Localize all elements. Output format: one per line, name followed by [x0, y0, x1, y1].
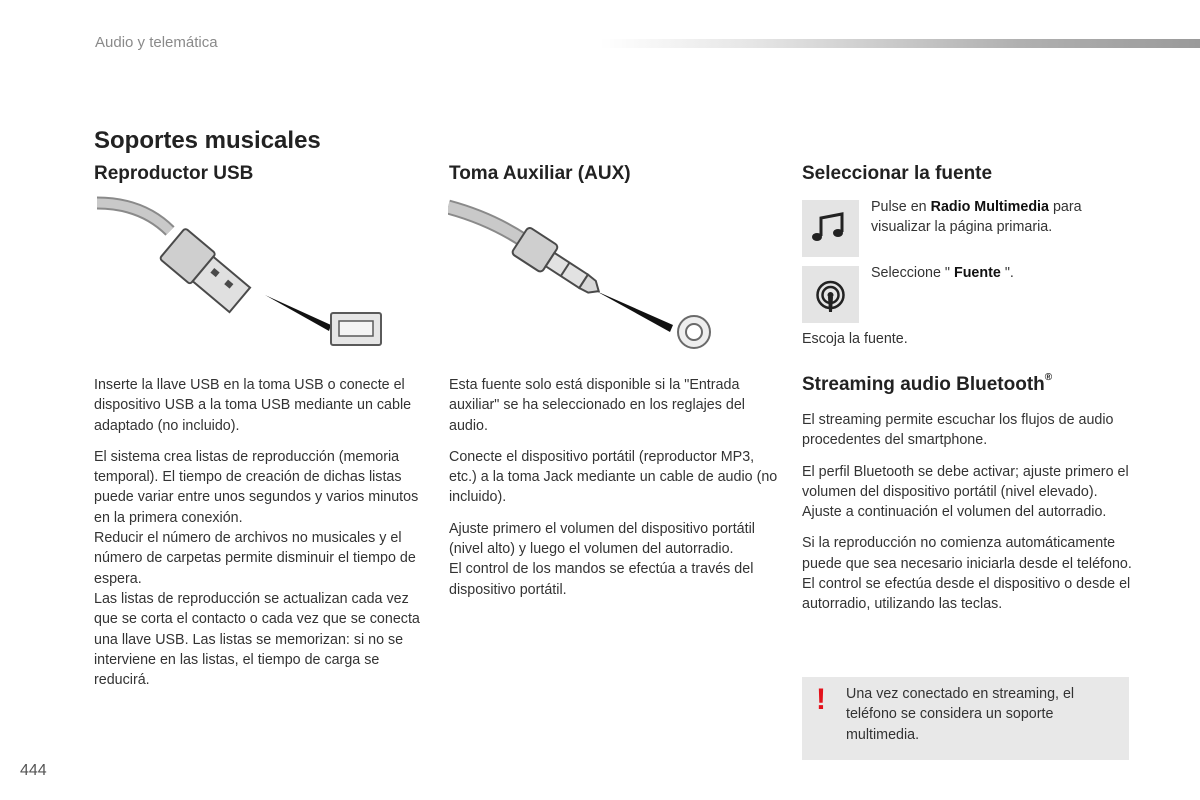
- aux-heading: Toma Auxiliar (AUX): [449, 163, 631, 184]
- bluetooth-heading: Streaming audio Bluetooth®: [802, 372, 1053, 395]
- bluetooth-paragraph: El perfil Bluetooth se debe activar; ajuste primero el volumen del dispositivo portátil (nivel elevado). Ajuste a continuación el volumen del autorradio.: [802, 463, 1129, 521]
- fuente-label: Fuente: [953, 265, 1001, 281]
- page-number: 444: [20, 762, 47, 779]
- usb-text-column: [94, 375, 424, 701]
- page-title: Soportes musicales: [94, 127, 321, 154]
- warning-exclamation-icon: !: [816, 683, 826, 716]
- usb-paragraph: Inserte la llave USB en la toma USB o conecte el dispositivo USB a la toma USB mediante un cable adaptado (no incluido).: [94, 377, 412, 434]
- radio-multimedia-label: Radio Multimedia: [930, 199, 1049, 215]
- note-text: Una vez conectado en streaming, el teléfono se considera un soporte multimedia.: [846, 686, 1075, 743]
- aux-paragraph: Ajuste primero el volumen del dispositivo portátil (nivel alto) y luego el volumen del autorradio. El control de los mandos se efectúa a través del dispositivo portátil.: [449, 520, 755, 598]
- aux-jack-illustration: [448, 195, 728, 355]
- music-note-icon: [802, 200, 859, 257]
- usb-heading: Reproductor USB: [94, 163, 254, 184]
- source-step-2: Seleccione " Fuente ".: [871, 265, 1014, 281]
- registered-mark: ®: [1044, 372, 1053, 383]
- bluetooth-text-column: [802, 410, 1137, 626]
- aux-paragraph: Conecte el dispositivo portátil (reproductor MP3, etc.) a la toma Jack mediante un cable de audio (no incluido).: [449, 448, 778, 506]
- usb-plug-illustration: [95, 195, 395, 355]
- header-gradient-bar: [600, 39, 1200, 48]
- section-header: Audio y telemática: [95, 34, 218, 51]
- source-step-1: Pulse en Radio Multimedia para visualizar la página primaria.: [871, 199, 1082, 236]
- info-note-box: [802, 677, 1129, 760]
- aux-text-column: [449, 375, 779, 611]
- bluetooth-paragraph: Si la reproducción no comienza automáticamente puede que sea necesario iniciarla desde el teléfono. El control se efectúa desde el dispositivo o desde el autorradio, utilizando las teclas.: [802, 535, 1132, 613]
- aux-paragraph: Esta fuente solo está disponible si la "Entrada auxiliar" se ha seleccionado en los reglajes del audio.: [449, 377, 745, 434]
- source-signal-icon: [802, 266, 859, 323]
- bluetooth-paragraph: El streaming permite escuchar los flujos de audio procedentes del smartphone.: [802, 412, 1114, 449]
- source-final-step: Escoja la fuente.: [802, 331, 908, 347]
- source-heading: Seleccionar la fuente: [802, 163, 993, 184]
- usb-paragraph: El sistema crea listas de reproducción (memoria temporal). El tiempo de creación de dichas listas puede variar entre unos segundos y varios minutos en la primera conexión. Reducir el número de archivos no musicales y el número de carpetas permite disminuir el tiempo de espera. Las listas de reproducción se actualizan cada vez que se corta el contacto o cada vez que se conecta una llave USB. Las listas se memorizan: si no se interviene en las listas, el tiempo de carga se reducirá.: [94, 448, 420, 689]
